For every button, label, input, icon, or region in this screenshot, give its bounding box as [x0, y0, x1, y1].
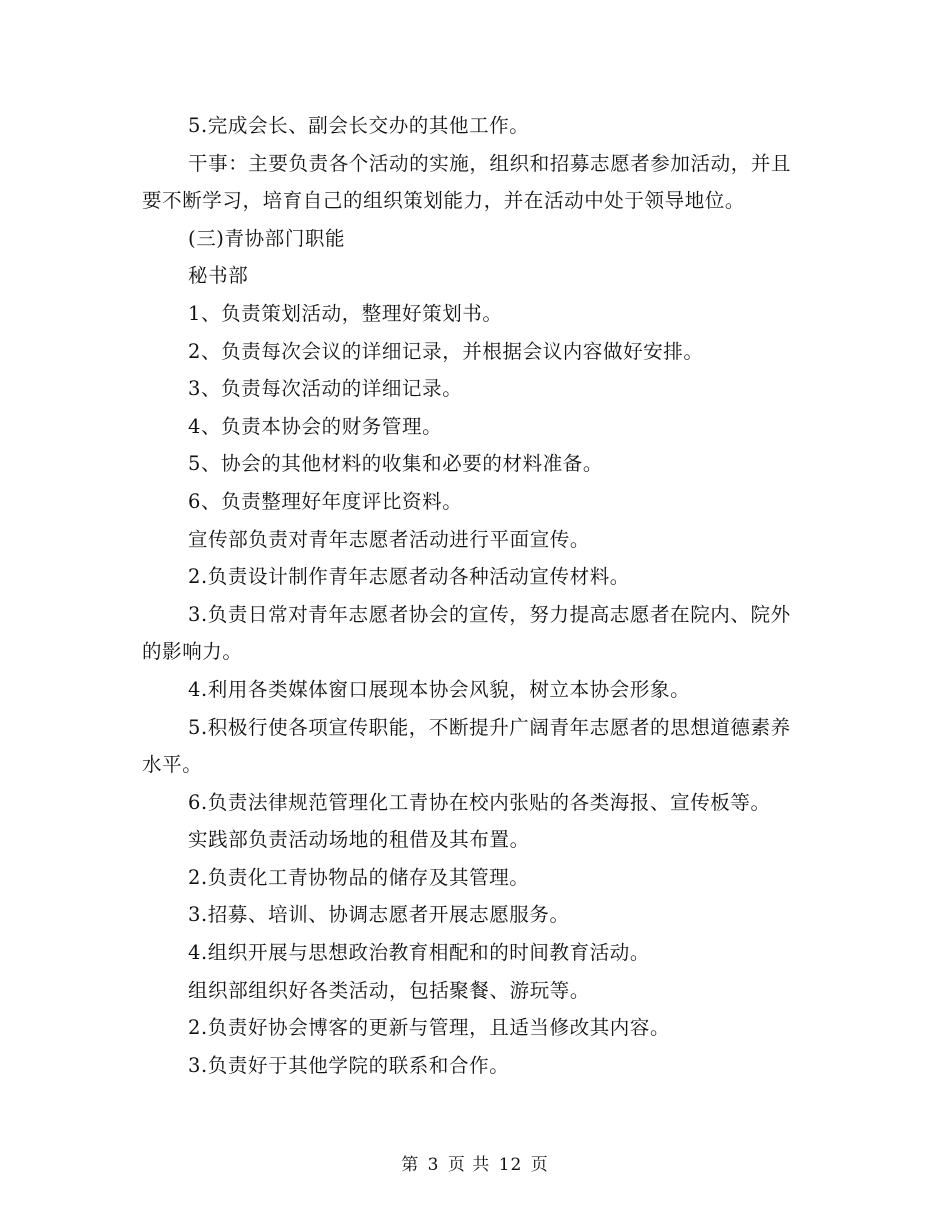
list-item: 6、负责整理好年度评比资料。 — [188, 489, 463, 513]
list-item: 5、协会的其他材料的收集和必要的材料准备。 — [188, 452, 604, 476]
page-label-prefix: 第 — [401, 1155, 420, 1175]
current-page-number: 3 — [427, 1155, 440, 1175]
page-footer — [0, 1153, 950, 1177]
list-item: 2.负责设计制作青年志愿者动各种活动宣传材料。 — [188, 565, 630, 589]
total-pages-number: 12 — [498, 1155, 523, 1175]
list-item: 2、负责每次会议的详细记录，并根据会议内容做好安排。 — [188, 339, 704, 363]
page-label-suffix: 页 — [530, 1155, 549, 1175]
list-item: 4.组织开展与思想政治教育相配和的时间教育活动。 — [188, 941, 651, 965]
paragraph: 5.完成会长、副会长交办的其他工作。 — [188, 114, 530, 137]
list-item: 6.负责法律规范管理化工青协在校内张贴的各类海报、宣传板等。 — [188, 790, 771, 814]
page-label-middle: 页 共 — [447, 1155, 491, 1175]
list-item: 3、负责每次活动的详细记录。 — [188, 377, 463, 401]
paragraph: 干事：主要负责各个活动的实施，组织和招募志愿者参加活动，并且要不断学习，培育自己的组织策划能力，并在活动中处于领导地位。 — [142, 151, 792, 213]
department-heading: 秘书部 — [188, 264, 249, 288]
list-item: 3.招募、培训、协调志愿者开展志愿服务。 — [188, 903, 570, 927]
list-item: 2.负责好协会博客的更新与管理，且适当修改其内容。 — [188, 1016, 671, 1040]
paragraph: 组织部组织好各类活动，包括聚餐、游玩等。 — [188, 978, 591, 1002]
document-body — [142, 107, 810, 1084]
list-item: 1、负责策划活动，整理好策划书。 — [188, 301, 503, 325]
list-item: 4.利用各类媒体窗口展现本协会风貌，树立本协会形象。 — [188, 677, 691, 701]
paragraph: 宣传部负责对青年志愿者活动进行平面宣传。 — [188, 527, 591, 551]
paragraph: 实践部负责活动场地的租借及其布置。 — [188, 828, 530, 852]
list-item: 3.负责日常对青年志愿者协会的宣传，努力提高志愿者在院内、院外的影响力。 — [142, 602, 791, 664]
list-item: 4、负责本协会的财务管理。 — [188, 414, 443, 438]
section-heading: (三)青协部门职能 — [188, 226, 346, 250]
list-item: 5.积极行使各项宣传职能，不断提升广阔青年志愿者的思想道德素养水平。 — [142, 715, 791, 777]
list-item: 2.负责化工青协物品的储存及其管理。 — [188, 865, 530, 889]
list-item: 3.负责好于其他学院的联系和合作。 — [188, 1053, 510, 1077]
